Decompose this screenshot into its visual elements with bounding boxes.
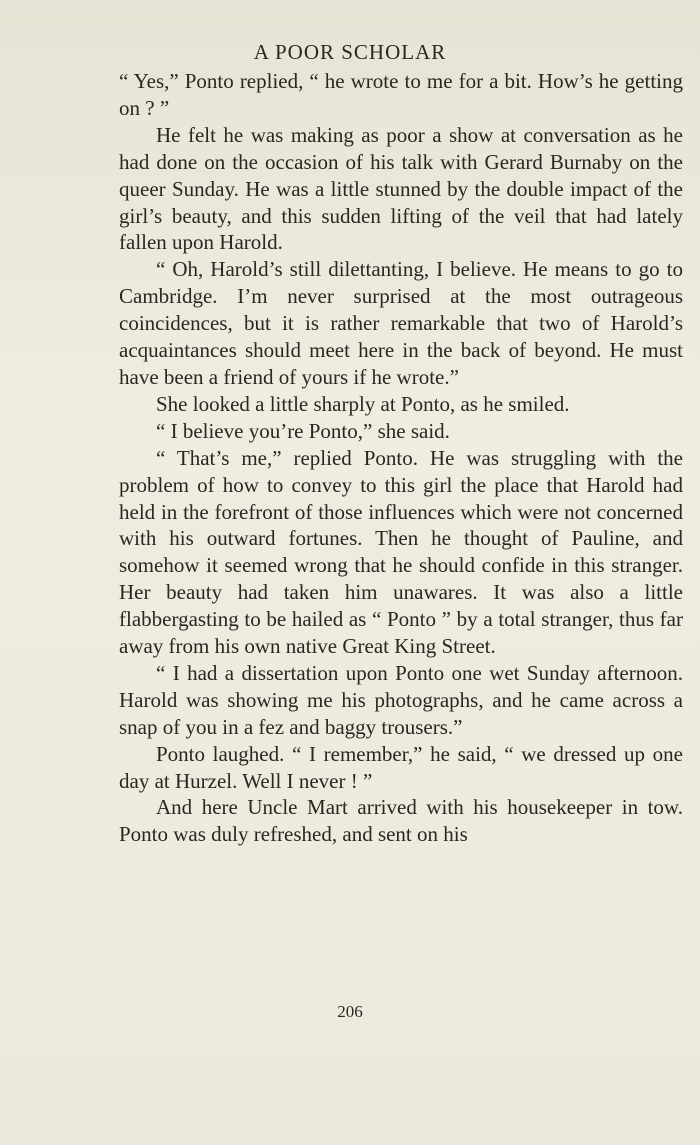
paragraph: “ Oh, Harold’s still dilettanting, I believe. He means to go to Cambridge. I’m never surprised at the most outrageous coincidences, but it is rather remarkable that two of Harold’s acquaintances should meet here in the back of beyond. He must have been a friend of yours if he wrote.” (119, 257, 683, 389)
paragraph: Ponto laughed. “ I remember,” he said, “ we dressed up one day at Hurzel. Well I never ! ” (119, 741, 683, 793)
paragraph: And here Uncle Mart arrived with his housekeeper in tow. Ponto was duly refreshed, and sent on his (119, 795, 683, 847)
paragraph: She looked a little sharply at Ponto, as he smiled. (156, 391, 570, 416)
paragraph: “ I had a dissertation upon Ponto one wet Sunday afternoon. Harold was showing me his photographs, and he came across a snap of you in a fez and baggy trousers.” (119, 660, 683, 739)
paragraph: “ That’s me,” replied Ponto. He was struggling with the problem of how to convey to this girl the place that Harold had held in the forefront of those influences which were not concerned with his outward fortunes. Then he thought of Pauline, and somehow it seemed wrong that he should confide in this stranger. Her beauty had taken him unawares. It was also a little flabbergasting to be hailed as “ Ponto ” by a total stranger, thus far away from his own native Great King Street. (119, 445, 683, 659)
paragraph: He felt he was making as poor a show at conversation as he had done on the occasion of his talk with Gerard Burnaby on the queer Sunday. He was a little stunned by the double impact of the girl’s beauty, and this sudden lifting of the veil that had lately fallen upon Harold. (119, 122, 683, 255)
body-text (119, 68, 683, 848)
paragraph: “ I believe you’re Ponto,” she said. (156, 418, 450, 443)
paragraph: “ Yes,” Ponto replied, “ he wrote to me for a bit. How’s he getting on ? ” (119, 69, 683, 120)
page-number: 206 (337, 1002, 363, 1021)
running-head: A POOR SCHOLAR (253, 40, 447, 64)
